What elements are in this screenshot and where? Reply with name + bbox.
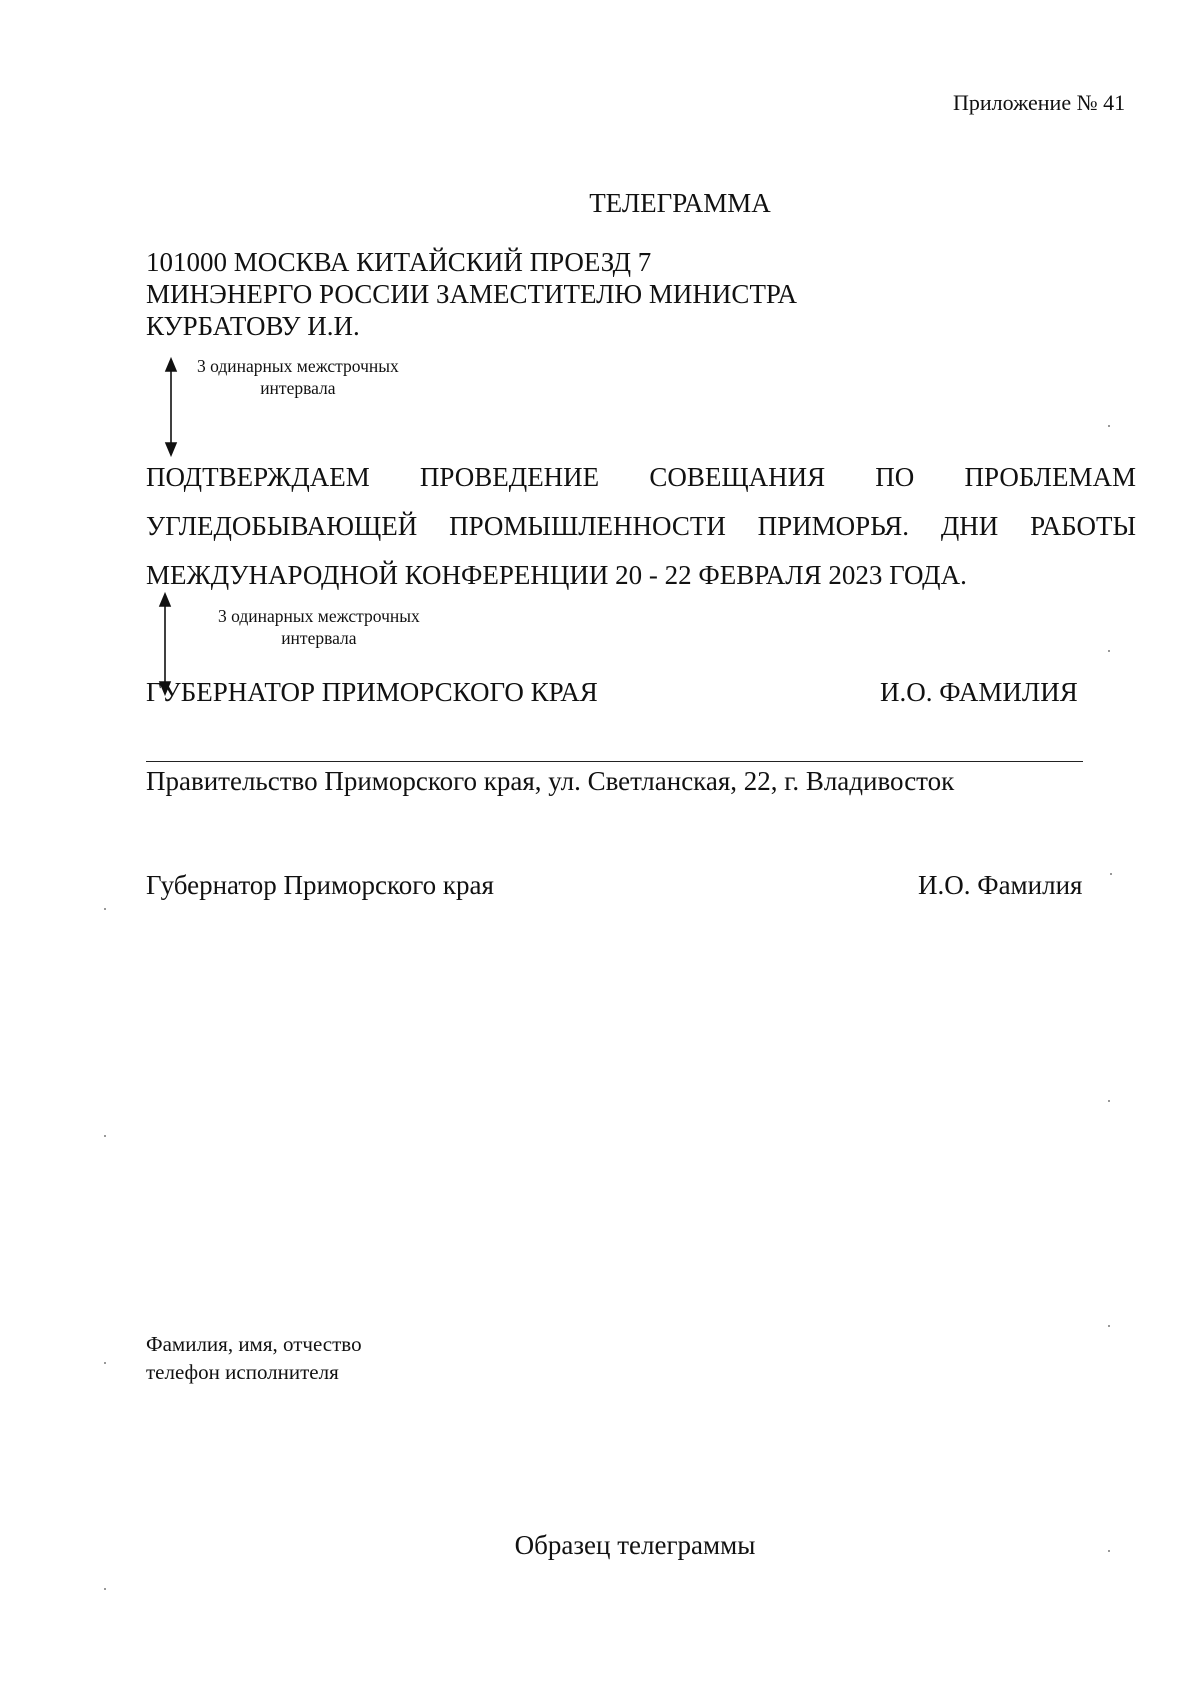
executor-info xyxy=(146,1330,362,1386)
executor-line: Фамилия, имя, отчество xyxy=(146,1332,362,1356)
scan-speck xyxy=(104,1588,106,1590)
address-line: КУРБАТОВУ И.И. xyxy=(146,311,360,341)
executor-line: телефон исполнителя xyxy=(146,1360,339,1384)
scan-speck xyxy=(1110,873,1112,875)
address-line: 101000 МОСКВА КИТАЙСКИЙ ПРОЕЗД 7 xyxy=(146,247,652,277)
spacing-arrow-top xyxy=(166,359,176,455)
signer-name: И.О. Фамилия xyxy=(918,870,1083,900)
scan-speck xyxy=(104,1362,106,1364)
signer-position: Губернатор Приморского края xyxy=(146,870,494,900)
address-line: МИНЭНЕРГО РОССИИ ЗАМЕСТИТЕЛЮ МИНИСТРА xyxy=(146,279,797,309)
signer-position-caps: ГУБЕРНАТОР ПРИМОРСКОГО КРАЯ xyxy=(146,677,598,707)
scan-speck xyxy=(1108,425,1110,427)
scan-speck xyxy=(104,908,106,910)
scan-speck xyxy=(1108,650,1110,652)
sender-address: Правительство Приморского края, ул. Светланская, 22, г. Владивосток xyxy=(146,766,955,796)
appendix-number: Приложение № 41 xyxy=(953,90,1126,115)
interval-note: 3 одинарных межстрочных интервала xyxy=(218,606,420,648)
document-title: ТЕЛЕГРАММА xyxy=(589,188,771,218)
separator-line xyxy=(146,761,1083,762)
interval-note: 3 одинарных межстрочных интервала xyxy=(197,356,399,398)
scan-speck xyxy=(1108,1100,1110,1102)
sample-caption: Образец телеграммы xyxy=(514,1530,756,1560)
scan-speck xyxy=(1108,1550,1110,1552)
signer-name-caps: И.О. ФАМИЛИЯ xyxy=(880,677,1078,707)
scan-speck xyxy=(1108,1325,1110,1327)
telegram-body: ПОДТВЕРЖДАЕМ ПРОВЕДЕНИЕ СОВЕЩАНИЯ ПО ПРОБЛЕМАМ УГЛЕДОБЫВАЮЩЕЙ ПРОМЫШЛЕННОСТИ ПРИМОРЬЯ. ДНИ РАБОТЫ МЕЖДУНАРОДНОЙ КОНФЕРЕНЦИИ 20 - 22 ФЕВРАЛЯ 2023 ГОДА. xyxy=(146,462,1136,590)
scan-speck xyxy=(104,1135,106,1137)
